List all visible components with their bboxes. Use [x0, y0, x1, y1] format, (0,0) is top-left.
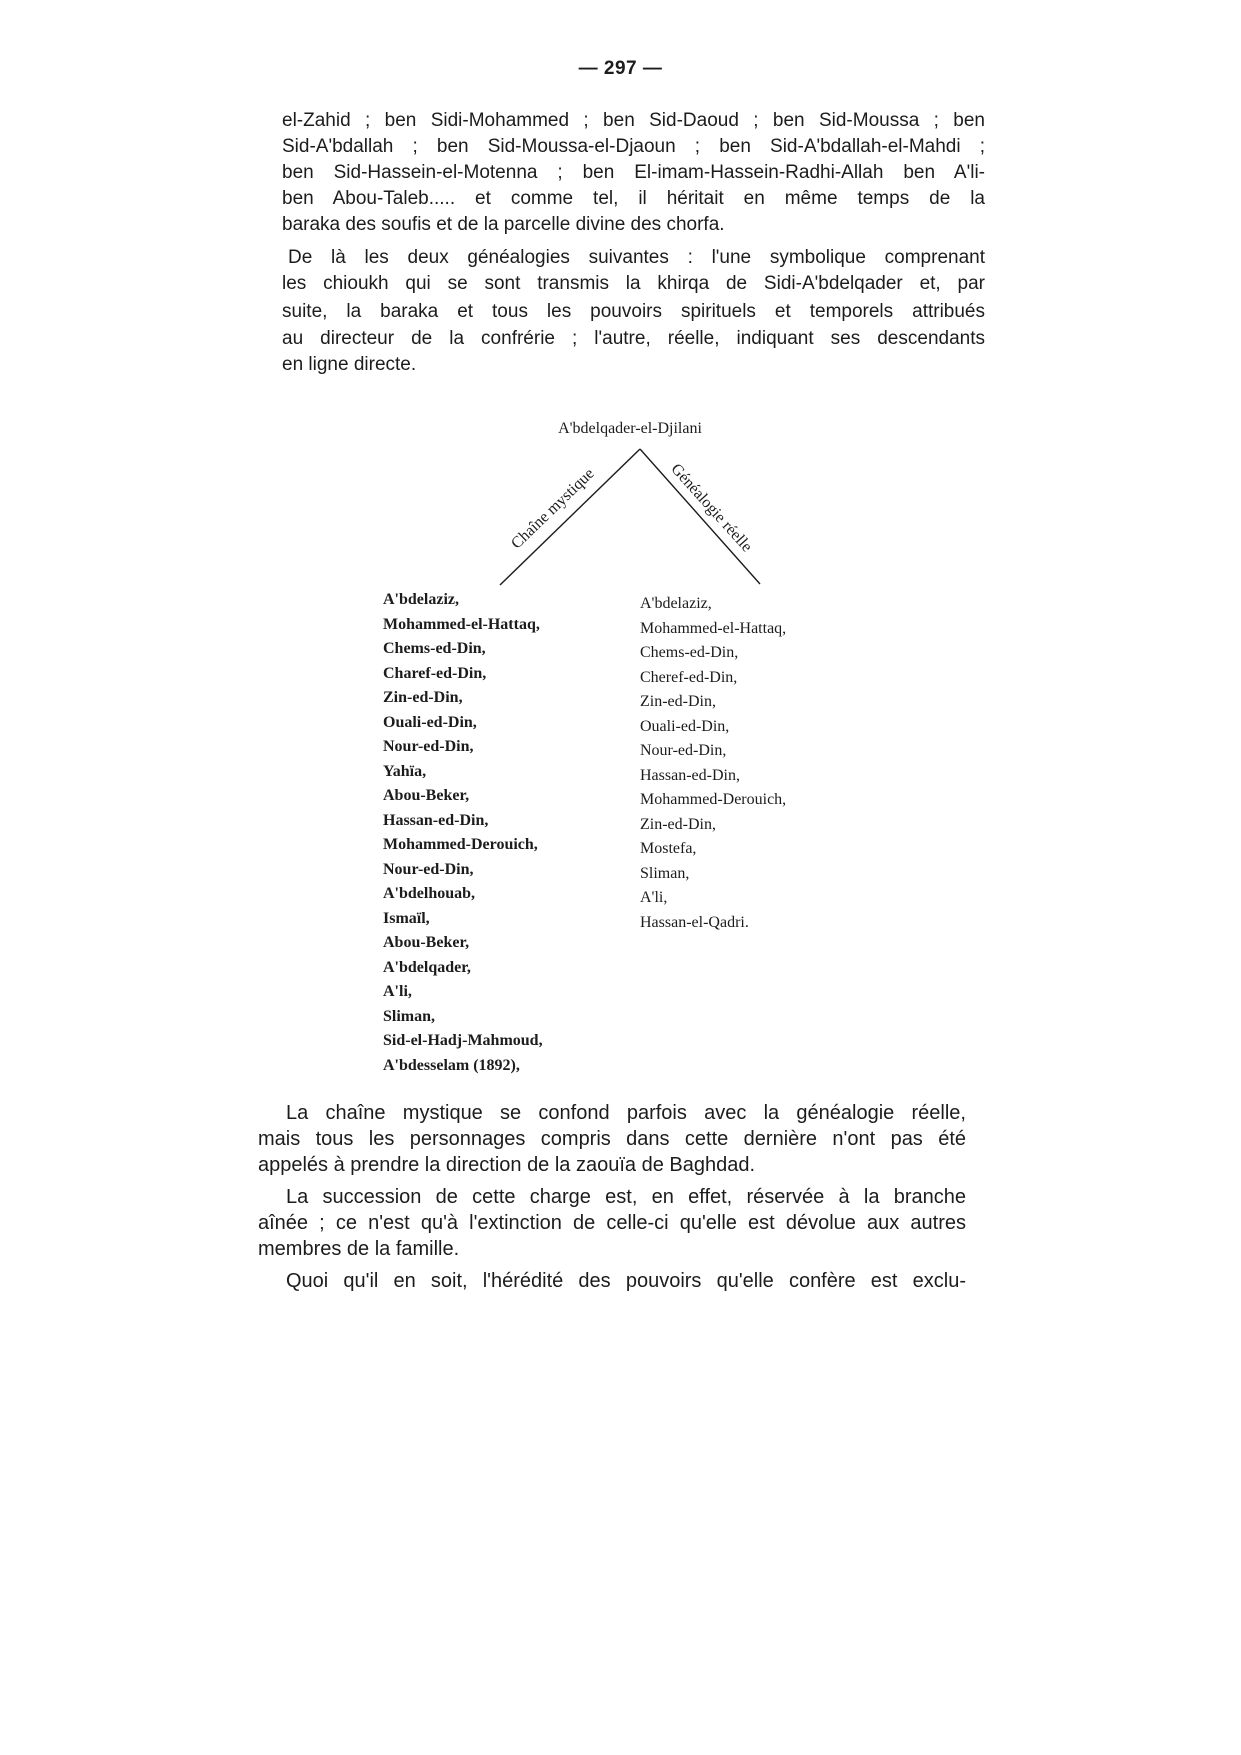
list-item: Mohammed-el-Hattaq,	[640, 619, 787, 637]
diagram-root-name: A'bdelqader-el-Djilani	[558, 420, 702, 437]
text-line: La chaîne mystique se confond parfois avec la généalogie réelle,	[286, 1102, 966, 1124]
text-line: Sid-A'bdallah ; ben Sid-Moussa-el-Djaoun ; ben Sid-A'bdallah-el-Mahdi ;	[282, 136, 985, 157]
left-branch-label: Chaîne mystique	[508, 465, 598, 553]
right-branch-line	[640, 449, 760, 584]
list-item: Mohammed-el-Hattaq,	[383, 615, 540, 633]
list-item: Hassan-ed-Din,	[383, 811, 489, 829]
text-line: ben Sid-Hassein-el-Motenna ; ben El-imam-Hassein-Radhi-Allah ben A'li-	[282, 162, 985, 183]
list-item: A'bdelqader,	[383, 958, 471, 976]
text-line: suite, la baraka et tous les pouvoirs spirituels et temporels attribués	[282, 301, 985, 322]
list-item: Sid-el-Hadj-Mahmoud,	[383, 1032, 543, 1049]
text-line: aînée ; ce n'est qu'à l'extinction de celle-ci qu'elle est dévolue aux autres	[258, 1212, 966, 1234]
list-item: Mohammed-Derouich,	[640, 791, 787, 808]
list-item: Mohammed-Derouich,	[383, 836, 538, 853]
list-item: Abou-Beker,	[383, 934, 470, 951]
list-item: A'bdesselam (1892),	[383, 1056, 520, 1074]
list-item: Zin-ed-Din,	[640, 693, 716, 710]
list-item: Mostefa,	[640, 840, 697, 857]
mystic-chain-list	[383, 588, 543, 1078]
list-item: Hassan-ed-Din,	[640, 766, 740, 784]
list-item: Cheref-ed-Din,	[640, 668, 738, 686]
text-line: baraka des soufis et de la parcelle divine des chorfa.	[282, 214, 725, 235]
list-item: Zin-ed-Din,	[640, 815, 716, 833]
list-item: A'bdelhouab,	[383, 885, 476, 902]
text-line: De là les deux généalogies suivantes : l'une symbolique comprenant	[288, 247, 985, 268]
text-line: el-Zahid ; ben Sidi-Mohammed ; ben Sid-Daoud ; ben Sid-Moussa ; ben	[282, 110, 985, 131]
text-line: membres de la famille.	[258, 1238, 460, 1260]
text-line: Quoi qu'il en soit, l'hérédité des pouvoirs qu'elle confère est exclu-	[286, 1270, 966, 1292]
list-item: Sliman,	[383, 1007, 436, 1025]
list-item: Ouali-ed-Din,	[383, 713, 477, 731]
text-line: mais tous les personnages compris dans cette dernière n'ont pas été	[258, 1128, 966, 1150]
text-line: au directeur de la confrérie ; l'autre, réelle, indiquant ses descendants	[282, 328, 985, 349]
list-item: Ouali-ed-Din,	[640, 717, 730, 735]
text-line: appelés à prendre la direction de la zaouïa de Baghdad.	[258, 1154, 756, 1176]
list-item: A'li,	[640, 889, 668, 906]
left-branch-line	[500, 449, 640, 585]
text-line: en ligne directe.	[282, 354, 417, 375]
page-number: — 297 —	[578, 58, 663, 79]
list-item: A'bdelaziz,	[640, 595, 712, 612]
list-item: Charef-ed-Din,	[383, 664, 487, 682]
list-item: Yahïa,	[383, 762, 427, 780]
list-item: Hassan-el-Qadri.	[640, 913, 749, 931]
list-item: Abou-Beker,	[383, 787, 470, 804]
list-item: Zin-ed-Din,	[383, 689, 463, 706]
text-line: les chioukh qui se sont transmis la khirqa de Sidi-A'bdelqader et, par	[282, 273, 985, 294]
list-item: Chems-ed-Din,	[383, 640, 486, 657]
list-item: Nour-ed-Din,	[383, 860, 474, 878]
list-item: A'li,	[383, 983, 412, 1000]
list-item: A'bdelaziz,	[383, 591, 459, 608]
text-line: La succession de cette charge est, en effet, réservée à la branche	[286, 1186, 966, 1208]
list-item: Chems-ed-Din,	[640, 644, 739, 661]
list-item: Nour-ed-Din,	[383, 738, 474, 755]
real-genealogy-list	[640, 592, 786, 935]
right-branch-label: Généalogie réelle	[667, 460, 756, 556]
text-line: ben Abou-Taleb..... et comme tel, il héritait en même temps de la	[282, 188, 985, 209]
list-item: Nour-ed-Din,	[640, 742, 727, 759]
list-item: Sliman,	[640, 864, 690, 882]
list-item: Ismaïl,	[383, 909, 430, 927]
